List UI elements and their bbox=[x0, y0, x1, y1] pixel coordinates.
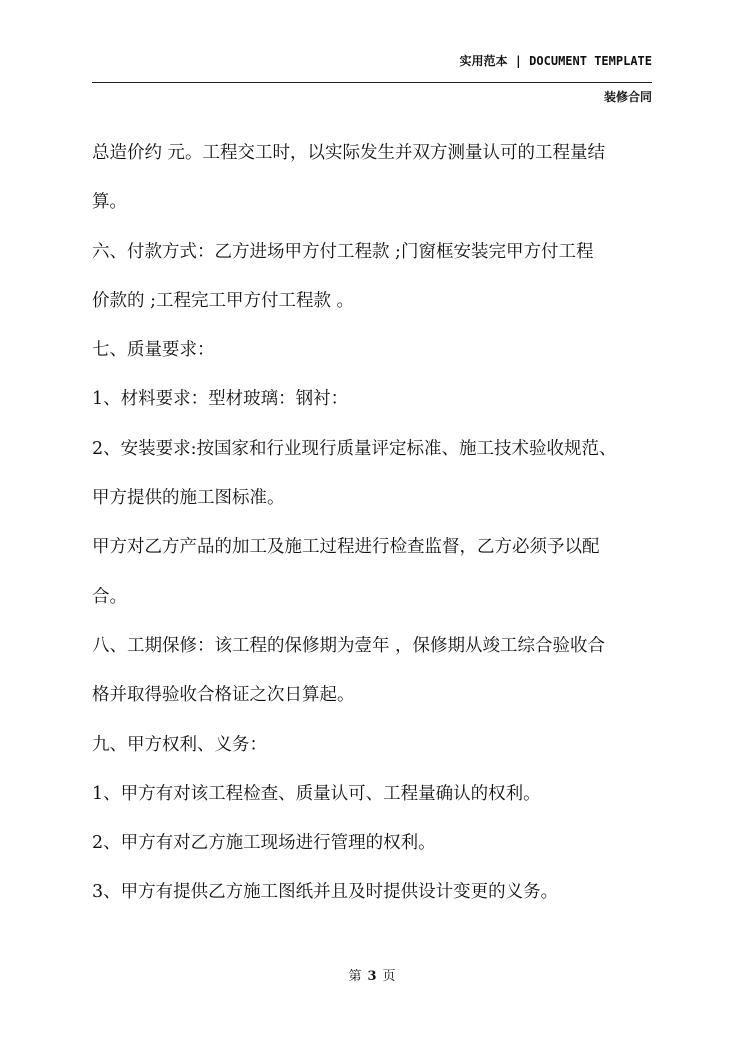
header-subtitle: 装修合同 bbox=[603, 90, 652, 104]
page-footer bbox=[0, 965, 744, 984]
text-line: 3、甲方有提供乙方施工图纸并且及时提供设计变更的义务。 bbox=[92, 882, 559, 903]
text-line: 2、安装要求:按国家和行业现行质量评定标准、施工技术验收规范、 bbox=[92, 438, 617, 459]
text-line: 1、甲方有对该工程检查、质量认可、工程量确认的权利。 bbox=[92, 783, 541, 804]
text-line: 甲方提供的施工图标准。 bbox=[92, 488, 285, 509]
section-heading: 九、甲方权利、义务： bbox=[92, 734, 267, 755]
text-line: 总造价约 元。工程交工时，以实际发生并双方测量认可的工程量结 bbox=[92, 143, 606, 163]
text-line: 六、付款方式：乙方进场甲方付工程款 ;门窗框安装完甲方付工程 bbox=[92, 241, 594, 262]
text-line: 2、甲方有对乙方施工现场进行管理的权利。 bbox=[92, 833, 436, 854]
text-line: 算。 bbox=[92, 192, 127, 213]
text-line: 合。 bbox=[92, 586, 127, 607]
contract-body bbox=[92, 140, 667, 929]
footer-prefix: 第 bbox=[348, 969, 362, 984]
page-number: 3 bbox=[367, 969, 377, 984]
header-divider bbox=[92, 82, 652, 83]
header-brand: 实用范本 | DOCUMENT TEMPLATE bbox=[459, 54, 652, 68]
text-line: 甲方对乙方产品的加工及施工过程进行检查监督，乙方必须予以配 bbox=[92, 537, 600, 558]
text-line: 1、材料要求：型材玻璃：钢衬： bbox=[92, 389, 349, 410]
section-heading: 七、质量要求： bbox=[92, 340, 215, 361]
footer-suffix: 页 bbox=[382, 969, 396, 984]
text-line: 八、工期保修：该工程的保修期为壹年 ，保修期从竣工综合验收合 bbox=[92, 635, 606, 656]
text-line: 格并取得验收合格证之次日算起。 bbox=[92, 685, 355, 706]
text-line: 价款的 ;工程完工甲方付工程款 。 bbox=[92, 290, 355, 311]
